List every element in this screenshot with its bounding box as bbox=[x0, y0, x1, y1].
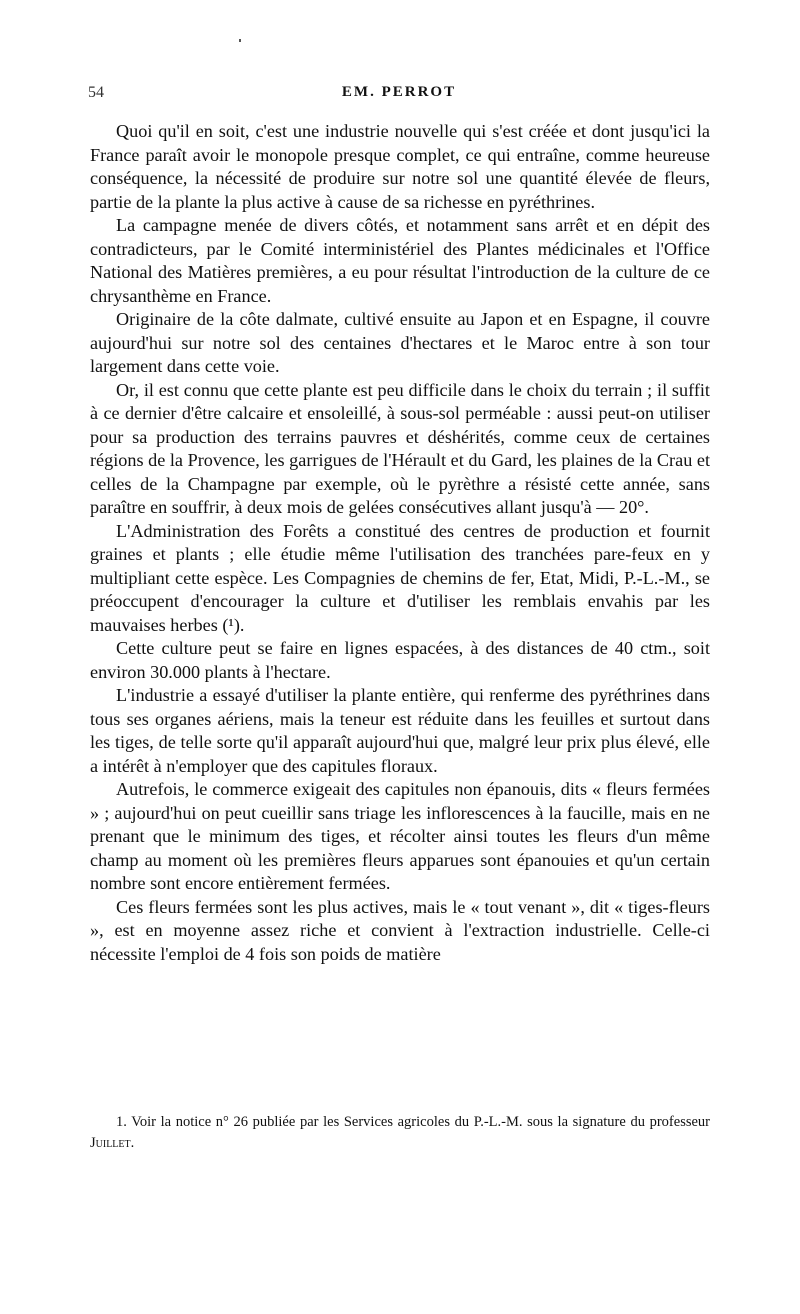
footnote-text: 1. Voir la notice n° 26 publiée par les Services agricoles du P.-L.-M. sous la signature du professeur bbox=[116, 1114, 710, 1130]
paragraph: Ces fleurs fermées sont les plus actives, mais le « tout venant », dit « tiges-fleurs », est en moyenne assez riche et convient à l'extraction industrielle. Celle-ci nécessite l'emploi de 4 fois son poids de matière bbox=[90, 896, 710, 964]
page-header bbox=[88, 84, 710, 108]
paragraph: Or, il est connu que cette plante est peu difficile dans le choix du terrain ; il suffit à ce dernier d'être calcaire et ensoleillé, à sous-sol perméable : aussi peut-on utiliser pour sa production des terrains pauvres et déshérités, comme ceux de certaines régions de la Provence, les garrigues de l'Hérault et du Gard, les plaines de la Crau et celles de la Champagne par exemple, où le pyrèthre a résisté cette année, sans paraître en souffrir, à deux mois de gelées consécutives allant jusqu'à — 20°. bbox=[90, 379, 710, 517]
paragraph: L'Administration des Forêts a constitué des centres de production et fournit graines et plants ; elle étudie même l'utilisation des tranchées pare-feux en y multipliant cette espèce. Les Compagnies de chemins de fer, Etat, Midi, P.-L.-M., se préoccupent d'encourager la culture et d'utiliser les remblais envahis par les mauvaises herbes (¹). bbox=[90, 520, 710, 635]
paragraph: L'industrie a essayé d'utiliser la plante entière, qui renferme des pyréthrines dans tous ses organes aériens, mais la teneur est réduite dans les feuilles et surtout dans les tiges, de telle sorte qu'il apparaît aujourd'hui que, malgré leur prix plus élevé, elle a intérêt à n'employer que des capitules floraux. bbox=[90, 685, 710, 776]
paragraph: Cette culture peut se faire en lignes espacées, à des distances de 40 ctm., soit environ 30.000 plants à l'hectare. bbox=[90, 638, 710, 682]
paragraph: La campagne menée de divers côtés, et notamment sans arrêt et en dépit des contradicteurs, par le Comité interministériel des Plantes médicinales et l'Office National des Matières premières, a eu pour résultat l'introduction de la culture de ce chrysanthème en France. bbox=[90, 215, 710, 306]
body-text bbox=[90, 120, 710, 966]
running-head: EM. PERROT bbox=[341, 84, 457, 100]
paragraph: Quoi qu'il en soit, c'est une industrie nouvelle qui s'est créée et dont jusqu'ici la France paraît avoir le monopole presque complet, ce qui entraîne, comme heureuse conséquence, la nécessité de produire sur notre sol une quantité élevée de fleurs, partie de la plante la plus active à cause de sa richesse en pyréthrines. bbox=[90, 121, 710, 212]
footnote-end: . bbox=[130, 1135, 135, 1151]
print-speck bbox=[239, 39, 241, 42]
footnote-author: Juillet bbox=[90, 1135, 131, 1151]
paragraph: Autrefois, le commerce exigeait des capitules non épanouis, dits « fleurs fermées » ; aujourd'hui on peut cueillir sans triage les inflorescences à la faucille, mais en ne prenant que le minimum des tiges, et récolter ainsi toutes les fleurs d'un même champ au moment où les premières fleurs apparues sont épanouies et qu'un certain nombre sont encore entièrement fermées. bbox=[90, 779, 710, 893]
footnote bbox=[90, 1112, 710, 1154]
footnote-paragraph bbox=[90, 1112, 710, 1154]
page-number: 54 bbox=[88, 84, 104, 101]
paragraph: Originaire de la côte dalmate, cultivé ensuite au Japon et en Espagne, il couvre aujourd'hui sur notre sol des centaines d'hectares et le Maroc entre à son tour largement dans cette voie. bbox=[90, 309, 710, 376]
